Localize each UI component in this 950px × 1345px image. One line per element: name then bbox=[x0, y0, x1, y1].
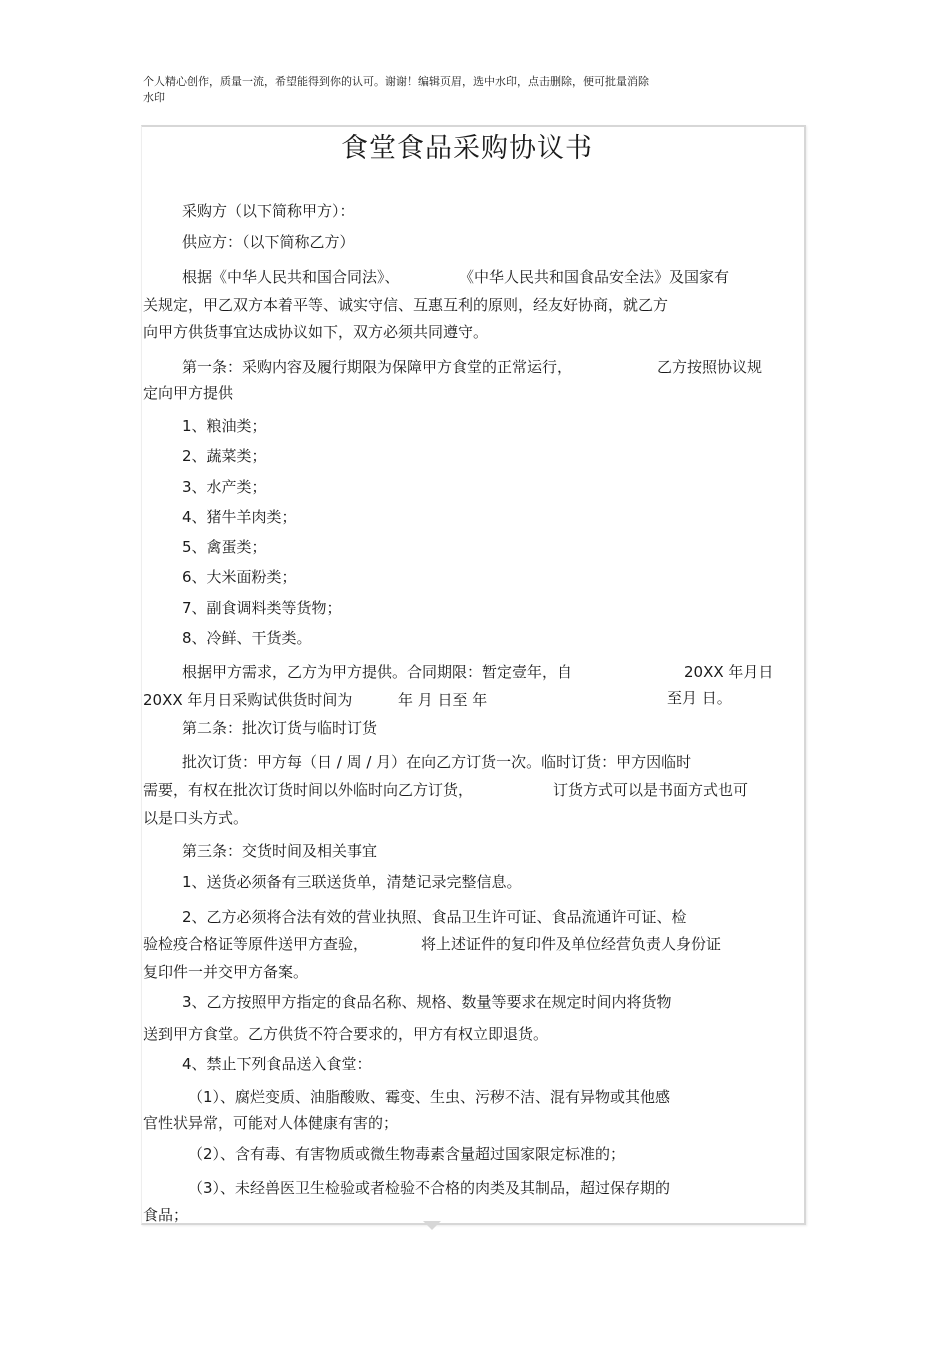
article3-p2-line-2a: 验检疫合格证等原件送甲方查验， bbox=[143, 935, 369, 953]
list-item: 4、猪牛羊肉类； bbox=[182, 508, 297, 526]
article2-line-2a: 需要，有权在批次订货时间以外临时向乙方订货， bbox=[143, 781, 474, 799]
article3-s3-line-1: （3）、未经兽医卫生检验或者检验不合格的肉类及其制品，超过保存期的 bbox=[188, 1179, 671, 1197]
term-line-2b: 年 月 日至 年 bbox=[398, 691, 488, 709]
article2-line-2b: 订货方式可以是书面方式也可 bbox=[553, 781, 749, 799]
article2-heading: 第二条：批次订货与临时订货 bbox=[182, 719, 378, 737]
header-note-line-1: 个人精心创作，质量一流，希望能得到你的认可。谢谢！编辑页眉，选中水印，点击删除，便可批量消除 bbox=[143, 75, 649, 88]
intro-line-1a: 根据《中华人民共和国合同法》、 bbox=[182, 268, 400, 286]
term-line-1a: 根据甲方需求，乙方为甲方提供。合同期限：暂定壹年，自 bbox=[182, 663, 573, 681]
article3-s1-line-1: （1）、腐烂变质、油脂酸败、霉变、生虫、污秽不洁、混有异物或其他感 bbox=[188, 1088, 671, 1106]
header-note-line-2: 水印 bbox=[143, 91, 165, 104]
article1-line-2: 定向甲方提供 bbox=[143, 384, 234, 402]
article3-s2: （2）、含有毒、有害物质或微生物毒素含量超过国家限定标准的； bbox=[188, 1145, 626, 1163]
article3-p2-line-1: 2、乙方必须将合法有效的营业执照、食品卫生许可证、食品流通许可证、检 bbox=[182, 908, 687, 926]
page-corner-notch bbox=[423, 1221, 441, 1230]
header-note bbox=[143, 74, 723, 106]
article1-line-1a: 第一条：采购内容及履行期限为保障甲方食堂的正常运行， bbox=[182, 358, 573, 376]
article3-p3-line-1: 3、乙方按照甲方指定的食品名称、规格、数量等要求在规定时间内将货物 bbox=[182, 993, 672, 1011]
term-line-2a: 20XX 年月日采购试供货时间为 bbox=[143, 691, 353, 709]
intro-line-1b: 《中华人民共和国食品安全法》及国家有 bbox=[459, 268, 730, 286]
list-item: 1、粮油类； bbox=[182, 417, 267, 435]
article3-heading: 第三条：交货时间及相关事宜 bbox=[182, 842, 378, 860]
list-item: 8、冷鲜、干货类。 bbox=[182, 629, 312, 647]
article3-p2-line-3: 复印件一并交甲方备案。 bbox=[143, 963, 309, 981]
list-item: 2、蔬菜类； bbox=[182, 447, 267, 465]
article2-line-1: 批次订货：甲方每（日 / 周 / 月）在向乙方订货一次。临时订货：甲方因临时 bbox=[182, 753, 692, 771]
supplier-line: 供应方：（以下简称乙方） bbox=[182, 233, 355, 251]
intro-line-3: 向甲方供货事宜达成协议如下，双方必须共同遵守。 bbox=[143, 323, 489, 341]
list-item: 3、水产类； bbox=[182, 478, 267, 496]
article3-p3-line-2: 送到甲方食堂。乙方供货不符合要求的，甲方有权立即退货。 bbox=[143, 1025, 549, 1043]
list-item: 6、大米面粉类； bbox=[182, 568, 297, 586]
article2-line-3: 以是口头方式。 bbox=[143, 809, 249, 827]
list-item: 5、禽蛋类； bbox=[182, 538, 267, 556]
article3-p4: 4、禁止下列食品送入食堂： bbox=[182, 1055, 372, 1073]
buyer-line: 采购方（以下简称甲方）： bbox=[182, 202, 355, 220]
article3-s1-line-2: 官性状异常，可能对人体健康有害的； bbox=[143, 1114, 399, 1132]
document-title: 食堂食品采购协议书 bbox=[341, 133, 593, 164]
term-line-2c: 至月 日。 bbox=[667, 689, 732, 707]
article3-p2-line-2b: 将上述证件的复印件及单位经营负责人身份证 bbox=[421, 935, 722, 953]
term-line-1b: 20XX 年月日 bbox=[684, 663, 774, 681]
list-item: 7、副食调料类等货物； bbox=[182, 599, 342, 617]
article3-s3-line-2: 食品； bbox=[143, 1206, 189, 1224]
intro-line-2: 关规定，甲乙双方本着平等、诚实守信、互惠互利的原则，经友好协商，就乙方 bbox=[143, 296, 669, 314]
article1-line-1b: 乙方按照协议规 bbox=[657, 358, 763, 376]
article3-p1: 1、送货必须备有三联送货单，清楚记录完整信息。 bbox=[182, 873, 522, 891]
